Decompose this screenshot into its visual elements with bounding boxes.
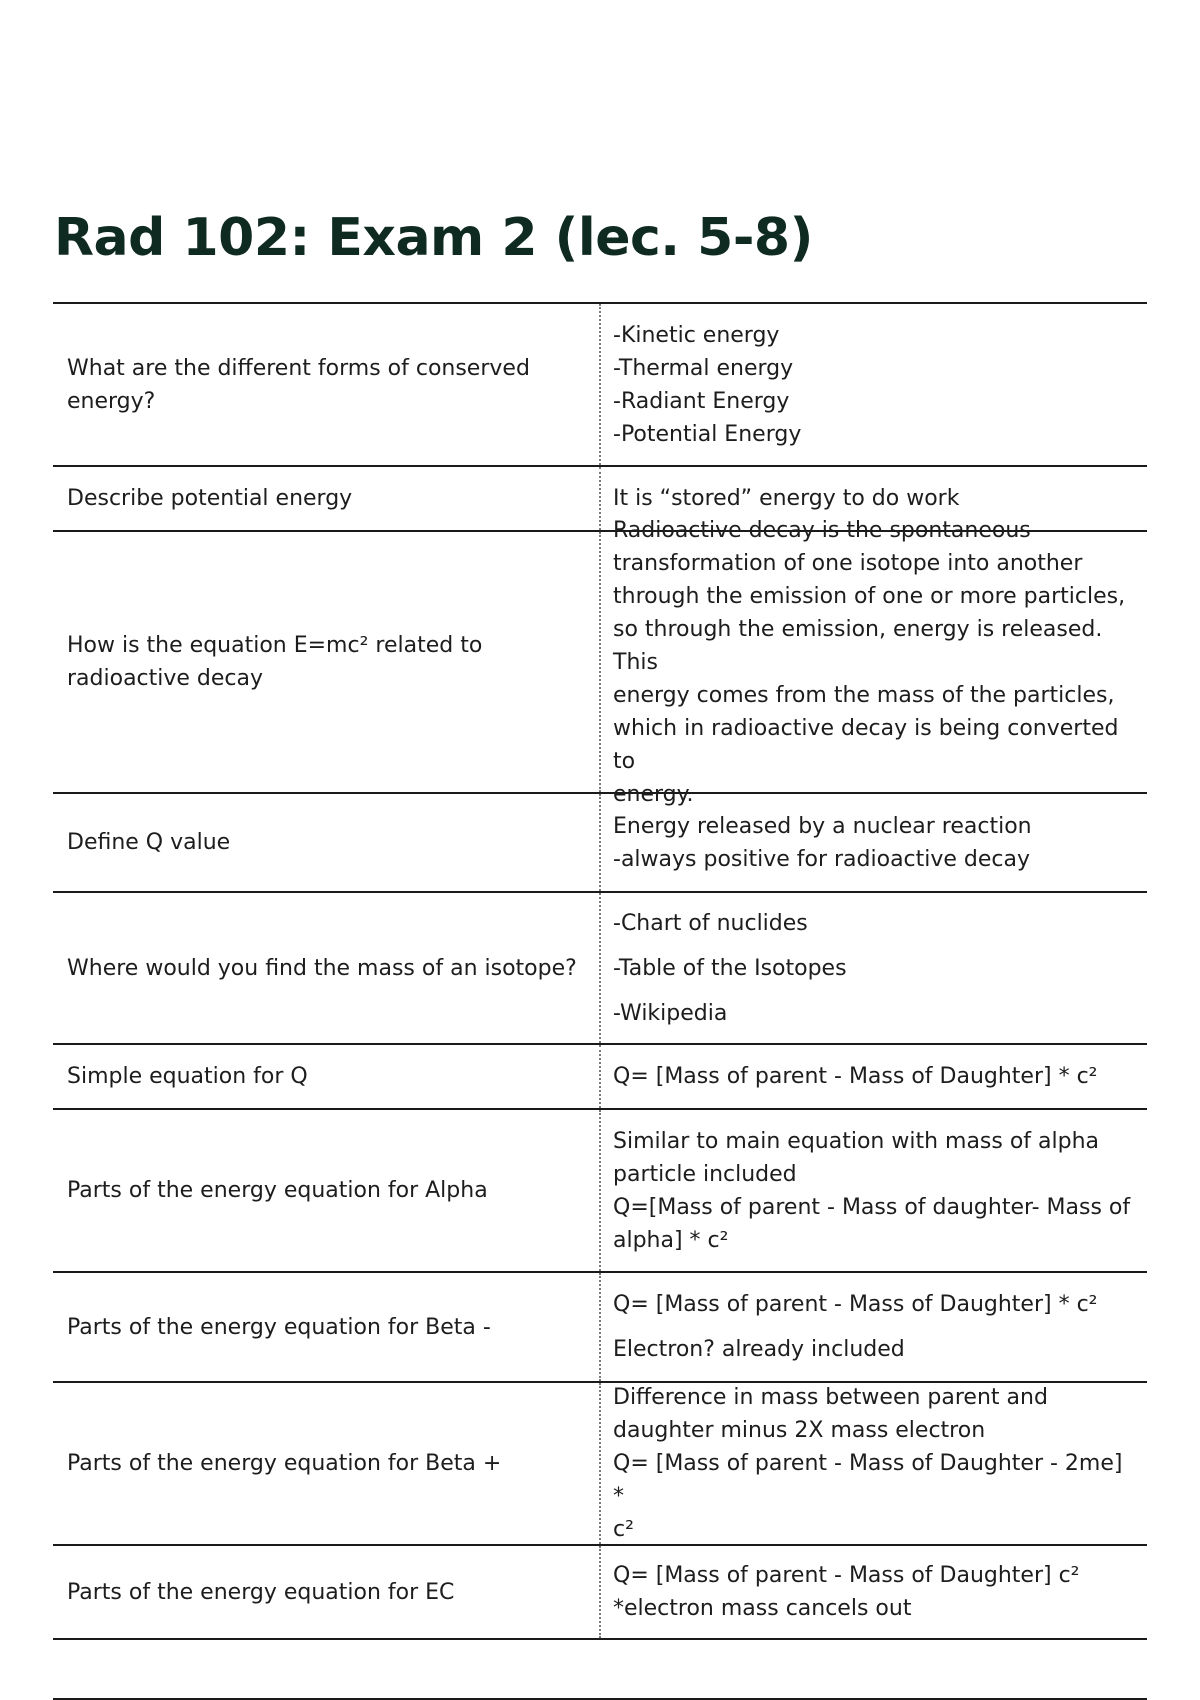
flashcard-row: [53, 1273, 1147, 1383]
flashcard-row: [53, 1110, 1147, 1273]
term-cell: [53, 794, 601, 891]
definition-line: alpha] * c²: [613, 1227, 729, 1253]
definition-line: -Wikipedia: [613, 1000, 728, 1026]
definition-line: Q= [Mass of parent - Mass of Daughter] * c²: [613, 1064, 1098, 1089]
term-cell: [53, 893, 601, 1043]
definition-line: energy comes from the mass of the particles,: [613, 682, 1115, 708]
definition-line: particle included: [613, 1161, 797, 1187]
definition-line: energy.: [613, 781, 694, 807]
definition-line: It is “stored” energy to do work: [613, 486, 960, 511]
term-cell: [53, 1546, 601, 1638]
flashcard-row: [53, 1546, 1147, 1640]
definition-line: Q= [Mass of parent - Mass of Daughter] * c²: [613, 1292, 1098, 1317]
definition-line: through the emission of one or more particles,: [613, 583, 1126, 609]
definition-cell: [601, 1045, 1147, 1108]
term-text: Describe potential energy: [67, 486, 353, 511]
flashcard-row: [53, 794, 1147, 893]
flashcard-row: [53, 517, 1147, 807]
term-text: Define Q value: [67, 830, 231, 855]
term-text: Parts of the energy equation for EC: [67, 1579, 455, 1605]
flashcard-row: [53, 893, 1147, 1045]
definition-line: *electron mass cancels out: [613, 1596, 912, 1621]
definition-line: Electron? already included: [613, 1337, 905, 1362]
term-text: Simple equation for Q: [67, 1064, 308, 1089]
term-text: Where would you find the mass of an isotope?: [67, 955, 577, 981]
term-cell: [53, 1045, 601, 1108]
flashcard-row: [53, 1045, 1147, 1110]
term-text: How is the equation E=mc² related to radioactive decay: [67, 633, 483, 691]
term-text: What are the different forms of conserved energy?: [67, 355, 530, 414]
flashcard-row: [53, 1383, 1147, 1546]
term-cell: [53, 1273, 601, 1381]
definition-cell: [601, 1546, 1147, 1638]
definition-line: Difference in mass between parent and: [613, 1385, 1048, 1410]
definition-cell: [601, 517, 1147, 807]
definition-line: Q=[Mass of parent - Mass of daughter- Mass of: [613, 1194, 1131, 1220]
definition-cell: [601, 794, 1147, 891]
definition-line: -Thermal energy: [613, 355, 794, 381]
definition-cell: [601, 1110, 1147, 1271]
term-cell: [53, 532, 601, 792]
term-text: Parts of the energy equation for Beta +: [67, 1451, 502, 1476]
definition-line: -Potential Energy: [613, 421, 802, 447]
definition-line: -Table of the Isotopes: [613, 955, 847, 981]
definition-line: Energy released by a nuclear reaction: [613, 813, 1032, 839]
definition-line: daughter minus 2X mass electron: [613, 1418, 986, 1443]
definition-line: Similar to main equation with mass of alpha: [613, 1128, 1100, 1154]
term-cell: [53, 1383, 601, 1544]
definition-line: transformation of one isotope into another: [613, 550, 1083, 576]
term-text: Parts of the energy equation for Alpha: [67, 1178, 488, 1203]
page-title: Rad 102: Exam 2 (lec. 5-8): [54, 208, 813, 268]
definition-line: -Radiant Energy: [613, 388, 790, 414]
definition-cell: [601, 1383, 1147, 1544]
definition-line: Q= [Mass of parent - Mass of Daughter] c²: [613, 1563, 1080, 1588]
definition-line: so through the emission, energy is released. This: [613, 616, 1103, 675]
definition-line: -Kinetic energy: [613, 322, 780, 348]
definition-cell: [601, 304, 1147, 465]
term-cell: [53, 304, 601, 465]
definition-cell: [601, 893, 1147, 1043]
definition-line: -Chart of nuclides: [613, 910, 808, 936]
definition-cell: [601, 1273, 1147, 1381]
flashcard-table: [53, 302, 1147, 1640]
term-cell: [53, 1110, 601, 1271]
definition-line: Radioactive decay is the spontaneous: [613, 517, 1031, 543]
definition-line: c²: [613, 1517, 634, 1542]
flashcard-row: [53, 304, 1147, 467]
definition-line: -always positive for radioactive decay: [613, 846, 1031, 872]
definition-line: which in radioactive decay is being converted to: [613, 715, 1119, 774]
term-cell: [53, 467, 601, 530]
term-text: Parts of the energy equation for Beta -: [67, 1314, 491, 1340]
definition-line: Q= [Mass of parent - Mass of Daughter - 2me] *: [613, 1451, 1123, 1509]
